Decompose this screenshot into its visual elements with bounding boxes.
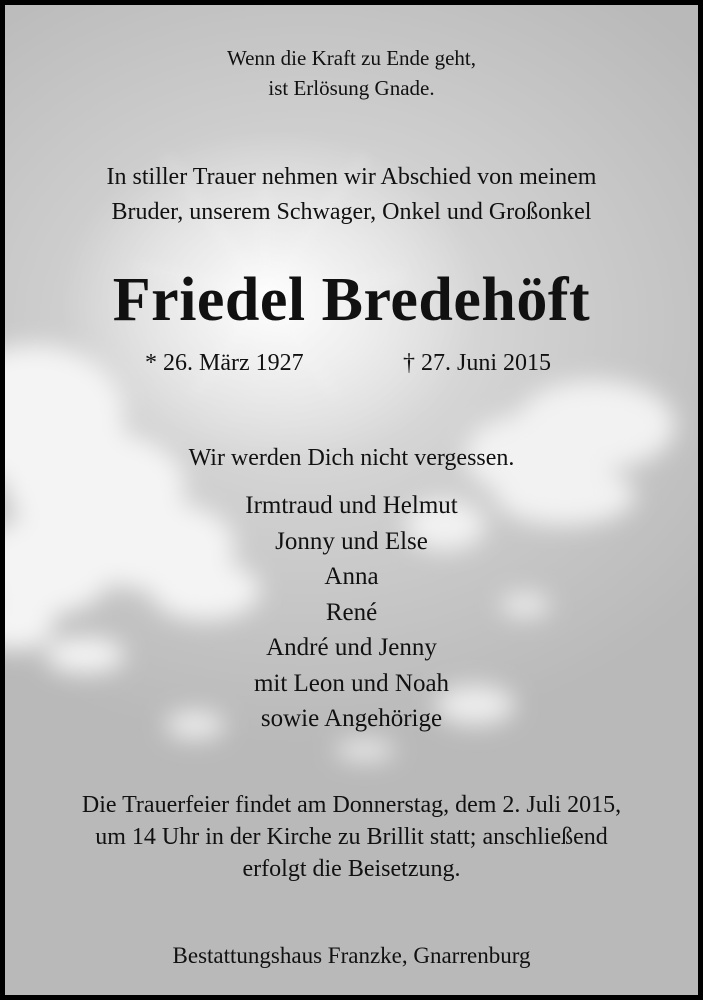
mourner-entry: André und Jenny — [266, 634, 437, 661]
motto-line: Wenn die Kraft zu Ende geht, — [226, 46, 477, 70]
undertaker-name: Bestattungshaus Franzke, Gnarrenburg — [172, 943, 531, 968]
mourner-entry: Anna — [324, 563, 379, 590]
mourner-entry: Jonny und Else — [275, 527, 428, 555]
intro-line: Bruder, unserem Schwager, Onkel und Großonkel — [111, 199, 592, 225]
mourner-entry: Irmtraud und Helmut — [245, 492, 458, 519]
service-line: um 14 Uhr in der Kirche zu Brillit statt; anschließend — [95, 824, 608, 850]
service-line: Die Trauerfeier findet am Donnerstag, dem 2. Juli 2015, — [81, 792, 622, 818]
death-date: † 27. Juni 2015 — [403, 350, 552, 376]
mourner-entry: mit Leon und Noah — [253, 669, 450, 697]
service-line: erfolgt die Beisetzung. — [242, 856, 461, 882]
deceased-name: Friedel Bredehöft — [112, 266, 591, 334]
funeral-service-info — [5, 789, 698, 885]
mourners-list — [5, 488, 698, 737]
motto — [5, 43, 698, 103]
intro-text — [5, 160, 698, 230]
mourner-entry: sowie Angehörige — [260, 705, 443, 732]
motto-line: ist Erlösung Gnade. — [268, 76, 435, 100]
remembrance-line: Wir werden Dich nicht vergessen. — [188, 445, 515, 471]
birth-date: * 26. März 1927 — [145, 350, 304, 376]
mourner-entry: René — [325, 598, 378, 626]
intro-line: In stiller Trauer nehmen wir Abschied von meinem — [106, 164, 597, 190]
